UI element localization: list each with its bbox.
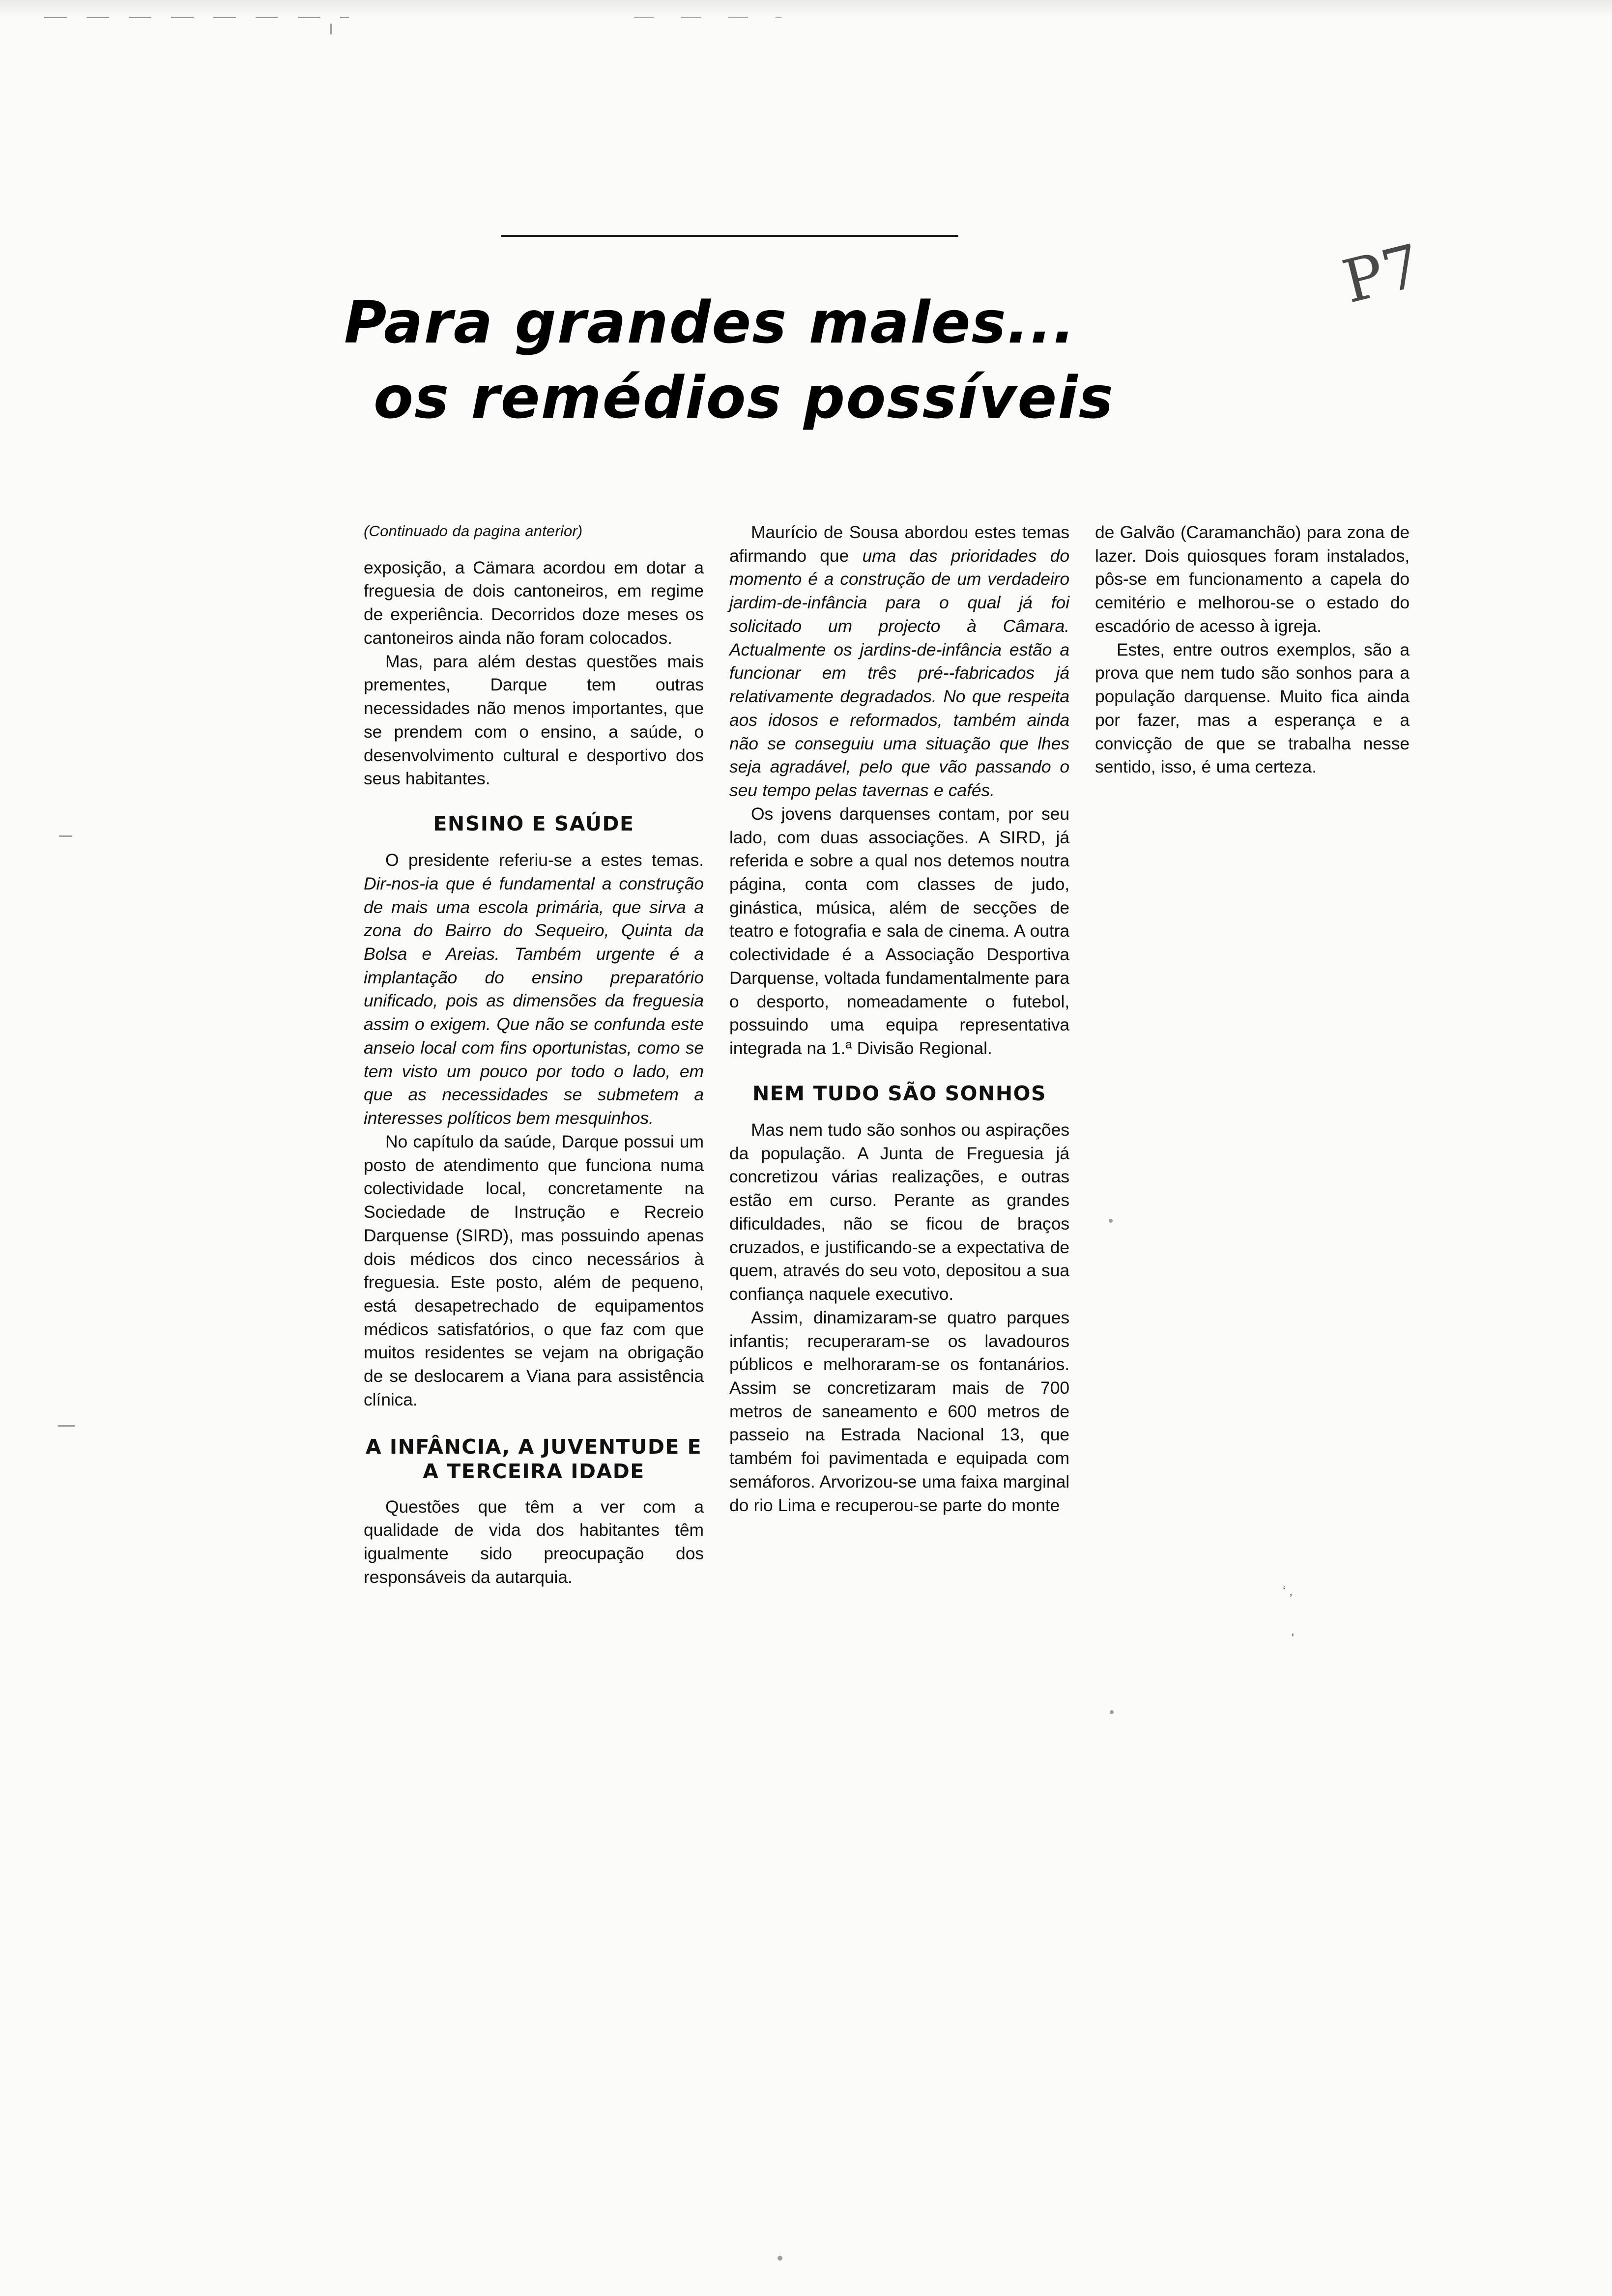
- paragraph-italic: Dir-nos-ia que é fundamental a construção de mais uma escola primária, que sirva a zona do Bairro do Sequeiro, Quinta da Bolsa e Areias. Também urgente é a implantação do ensino preparatório unificado, pois as dimensões da freguesia assim o exigem. Que não se confunda este anseio local com fins oportunistas, como se tem visto um pouco por todo o lado, em que as necessidades se submetem a interesses políticos bem mesquinhos.: [364, 873, 704, 1128]
- paragraph-lead: Maurício de Sousa abordou estes temas afirmando que: [729, 522, 1069, 566]
- paragraph: Assim, dinamizaram-se quatro parques infantis; recuperaram-se os lavadouros públicos e melhoraram-se os fontanários. Assim se concretizaram mais de 700 metros de saneamento e 600 metros de passeio na Estrada Nacional 13, que também foi pavimentada e equipada com semáforos. Arvorizou-se uma faixa marginal do rio Lima e recuperou-se parte do monte: [729, 1307, 1069, 1515]
- paragraph: [364, 849, 704, 1130]
- scan-tick-mark: [58, 1425, 75, 1427]
- headline-rule: [501, 235, 958, 237]
- headline-line-2: os remédios possíveis: [374, 364, 1114, 432]
- scan-tick-mark: [330, 24, 332, 34]
- scan-tick-mark: [59, 835, 72, 837]
- paragraph: [729, 521, 1069, 803]
- article-column-2: [729, 521, 1069, 1589]
- paragraph-lead: O presidente referiu-se a estes temas.: [385, 850, 704, 870]
- scan-speckle-artifact: ': [1292, 1631, 1294, 1645]
- article-columns: [364, 521, 1435, 1589]
- scan-dash-artifact-left: [44, 17, 349, 18]
- section-heading: ENSINO E SAÚDE: [433, 812, 634, 836]
- paragraph: Questões que têm a ver com a qualidade de vida dos habitantes têm igualmente sido preocupação dos responsáveis da autarquia.: [364, 1496, 704, 1587]
- headline-line-1: Para grandes males...: [344, 288, 1076, 356]
- section-heading: NEM TUDO SÃO SONHOS: [752, 1081, 1047, 1105]
- paragraph: Estes, entre outros exemplos, são a prova que nem tudo são sonhos para a população darquense. Muito fica ainda por fazer, mas a esperança e a convicção de que se trabalha nesse sentido, isso, é uma certeza.: [1095, 639, 1410, 777]
- scan-edge-artifact: [0, 0, 1612, 17]
- paragraph: Mas, para além destas questões mais prementes, Darque tem outras necessidades não menos importantes, que se prendem com o ensino, a saúde, o desenvolvimento cultural e desportivo dos seus habitantes.: [364, 651, 704, 789]
- scan-tick-mark: [1110, 1710, 1114, 1714]
- continued-note: (Continuado da pagina anterior): [364, 522, 583, 540]
- paragraph-italic: uma das prioridades do momento é a construção de um verdadeiro jardim-de-infância para o qual já foi solicitado um projecto à Câmara. Actualmente os jardins-de-infância estão a funcionar em três pré--fabricados já relativamente degradados. No que respeita aos idosos e reformados, também ainda não se conseguiu uma situação que lhes seja agradável, pelo que vão passando o seu tempo pelas tavernas e cafés.: [729, 545, 1069, 801]
- section-heading: A INFÂNCIA, A JUVENTUDE E A TERCEIRA IDADE: [365, 1435, 702, 1483]
- scan-tick-mark: [777, 2256, 782, 2261]
- paragraph: Os jovens darquenses contam, por seu lado, com duas associações. A SIRD, já referida e sobre a qual nos detemos noutra página, conta com classes de judo, ginástica, música, além de secções de teatro e fotografia e sala de cinema. A outra colectividade é a Associação Desportiva Darquense, voltada fundamentalmente para o desporto, nomeadamente o futebol, possuindo uma equipa representativa integrada na 1.ª Divisão Regional.: [729, 804, 1069, 1059]
- article-column-1: [364, 521, 704, 1589]
- paragraph: de Galvão (Caramanchão) para zona de lazer. Dois quiosques foram instalados, pôs-se em funcionamento a capela do cemitério e melhorou-se o estado do escadório de acesso à igreja.: [1095, 522, 1410, 636]
- paragraph: Mas nem tudo são sonhos ou aspirações da população. A Junta de Freguesia já concretizou várias realizações, e outras estão em curso. Perante as grandes dificuldades, não se ficou de braços cruzados, e justificando-se a expectativa de quem, através do seu voto, depositou a sua confiança naquele executivo.: [729, 1119, 1069, 1304]
- paragraph: exposição, a Cämara acordou em dotar a freguesia de dois cantoneiros, em regime de experiência. Decorridos doze meses os cantoneiros ainda não foram colocados.: [364, 557, 704, 648]
- article-column-3: [1095, 521, 1410, 1589]
- page-title: [344, 285, 1494, 436]
- scan-speckle-artifact: ‘ ,: [1283, 1583, 1293, 1598]
- paragraph: No capítulo da saúde, Darque possui um posto de atendimento que funciona numa colectividade local, concretamente na Sociedade de Instrução e Recreio Darquense (SIRD), mas possuindo apenas dois médicos dos cinco necessários à freguesia. Este posto, além de pequeno, está desapetrechado de equipamentos médicos satisfatórios, o que faz com que muitos residentes se vejam na obrigação de se deslocarem a Viana para assistência clínica.: [364, 1131, 704, 1409]
- handwritten-margin-mark: P7: [1336, 231, 1428, 317]
- scan-dash-artifact-right: [634, 17, 781, 18]
